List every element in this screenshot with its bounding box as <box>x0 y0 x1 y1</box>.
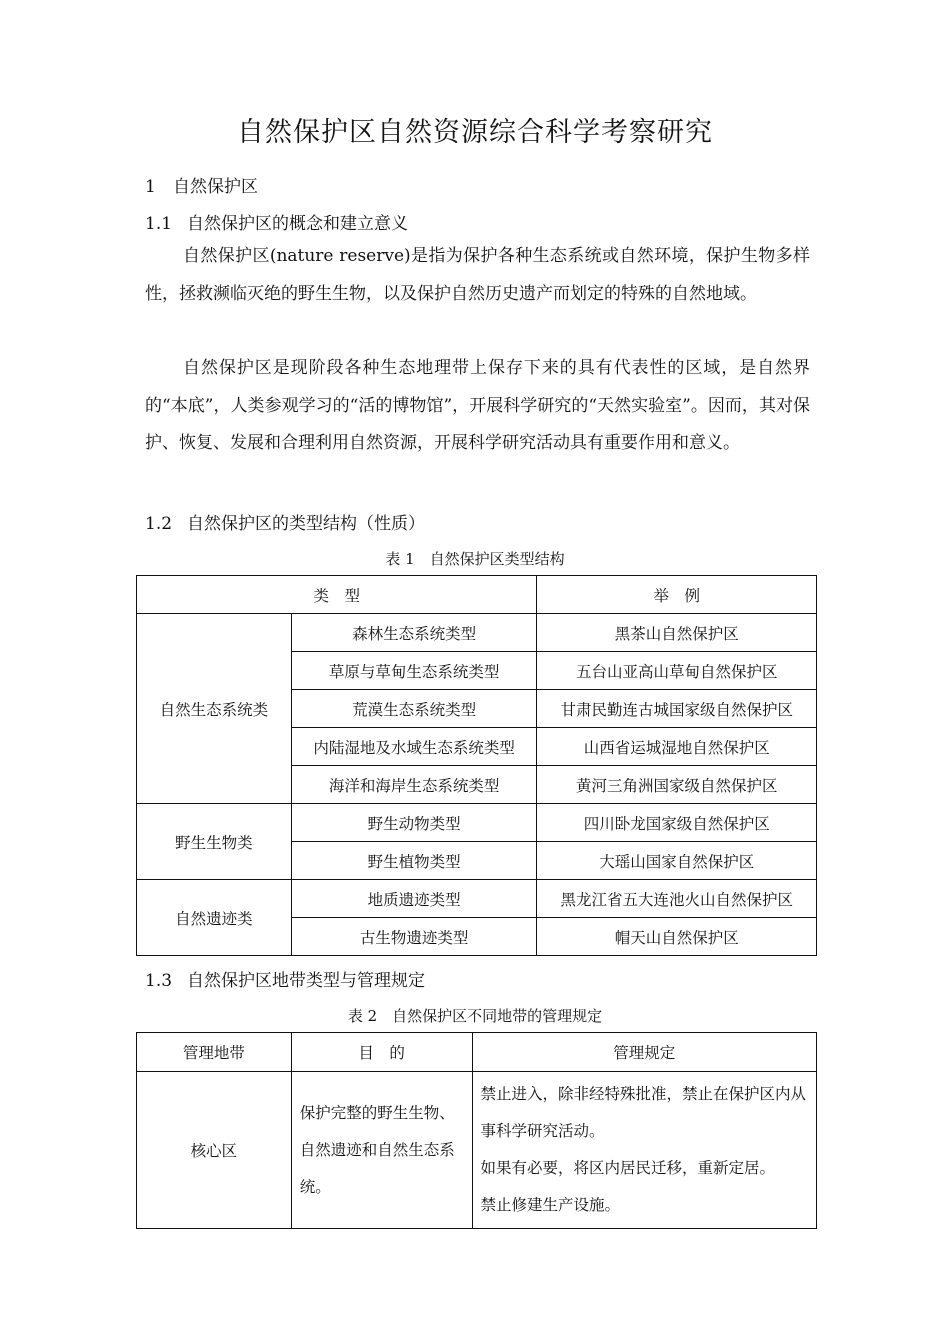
example-cell: 四川卧龙国家级自然保护区 <box>537 804 817 842</box>
header-type: 类 型 <box>137 576 537 614</box>
header-rules: 管理规定 <box>472 1033 816 1072</box>
rule-item: 禁止进入，除非经特殊批准，禁止在保护区内从事科学研究活动。 <box>480 1085 807 1140</box>
paragraph-significance: 自然保护区是现阶段各种生态地理带上保存下来的具有代表性的区域，是自然界的“本底”，人类参观学习的“活的博物馆”，开展科学研究的“天然实验室”。因而，其对保护、恢复、发展和合理利用自然资源，开展科学研究活动具有重要作用和意义。 <box>145 358 810 453</box>
section-number: 1.1 <box>145 214 173 234</box>
table-row <box>137 804 817 842</box>
type-cell: 内陆湿地及水域生态系统类型 <box>291 728 537 766</box>
table-row <box>137 614 817 652</box>
section-heading-1-1 <box>145 209 408 234</box>
section-heading-1 <box>145 172 258 197</box>
type-cell: 海洋和海岸生态系统类型 <box>291 766 537 804</box>
section-number: 1.2 <box>145 514 173 534</box>
table-header-row <box>137 1033 817 1072</box>
section-text: 自然保护区的类型结构（性质） <box>187 514 425 534</box>
example-cell: 山西省运城湿地自然保护区 <box>537 728 817 766</box>
section-text: 自然保护区的概念和建立意义 <box>187 214 408 234</box>
example-cell: 黑茶山自然保护区 <box>537 614 817 652</box>
header-example: 举 例 <box>537 576 817 614</box>
rule-item: 禁止修建生产设施。 <box>480 1196 621 1214</box>
rules-cell <box>472 1072 816 1229</box>
type-cell: 荒漠生态系统类型 <box>291 690 537 728</box>
table2-caption: 表 2 自然保护区不同地带的管理规定 <box>347 1007 603 1025</box>
table-header-row <box>137 576 817 614</box>
purpose-cell: 保护完整的野生生物、自然遗迹和自然生态系统。 <box>291 1072 472 1229</box>
section-heading-1-3 <box>145 966 425 991</box>
section-number: 1.3 <box>145 971 173 991</box>
example-cell: 黄河三角洲国家级自然保护区 <box>537 766 817 804</box>
category-cell: 自然遗迹类 <box>137 880 292 956</box>
header-zone: 管理地带 <box>137 1033 292 1072</box>
example-cell: 帽天山自然保护区 <box>537 918 817 956</box>
zone-management-table <box>136 1032 817 1229</box>
table1-caption: 表 1 自然保护区类型结构 <box>385 550 565 568</box>
category-cell: 野生生物类 <box>137 804 292 880</box>
example-cell: 甘肃民勤连古城国家级自然保护区 <box>537 690 817 728</box>
zone-cell: 核心区 <box>137 1072 292 1229</box>
table-row <box>137 1072 817 1229</box>
type-cell: 森林生态系统类型 <box>291 614 537 652</box>
example-cell: 大瑶山国家自然保护区 <box>537 842 817 880</box>
section-text: 自然保护区 <box>173 177 258 197</box>
section-text: 自然保护区地带类型与管理规定 <box>187 971 425 991</box>
reserve-type-table <box>136 575 817 956</box>
example-cell: 五台山亚高山草甸自然保护区 <box>537 652 817 690</box>
rule-item: 如果有必要，将区内居民迁移，重新定居。 <box>480 1159 776 1177</box>
header-purpose: 目 的 <box>291 1033 472 1072</box>
type-cell: 野生动物类型 <box>291 804 537 842</box>
type-cell: 地质遗迹类型 <box>291 880 537 918</box>
type-cell: 古生物遗迹类型 <box>291 918 537 956</box>
section-number: 1 <box>145 177 156 197</box>
document-title: 自然保护区自然资源综合科学考察研究 <box>237 117 713 148</box>
category-cell: 自然生态系统类 <box>137 614 292 804</box>
paragraph-definition: 自然保护区(nature reserve)是指为保护各种生态系统或自然环境，保护生物多样性，拯救濒临灭绝的野生生物，以及保护自然历史遗产而划定的特殊的自然地域。 <box>145 246 810 304</box>
type-cell: 野生植物类型 <box>291 842 537 880</box>
table-row <box>137 880 817 918</box>
section-heading-1-2 <box>145 509 425 534</box>
type-cell: 草原与草甸生态系统类型 <box>291 652 537 690</box>
example-cell: 黑龙江省五大连池火山自然保护区 <box>537 880 817 918</box>
